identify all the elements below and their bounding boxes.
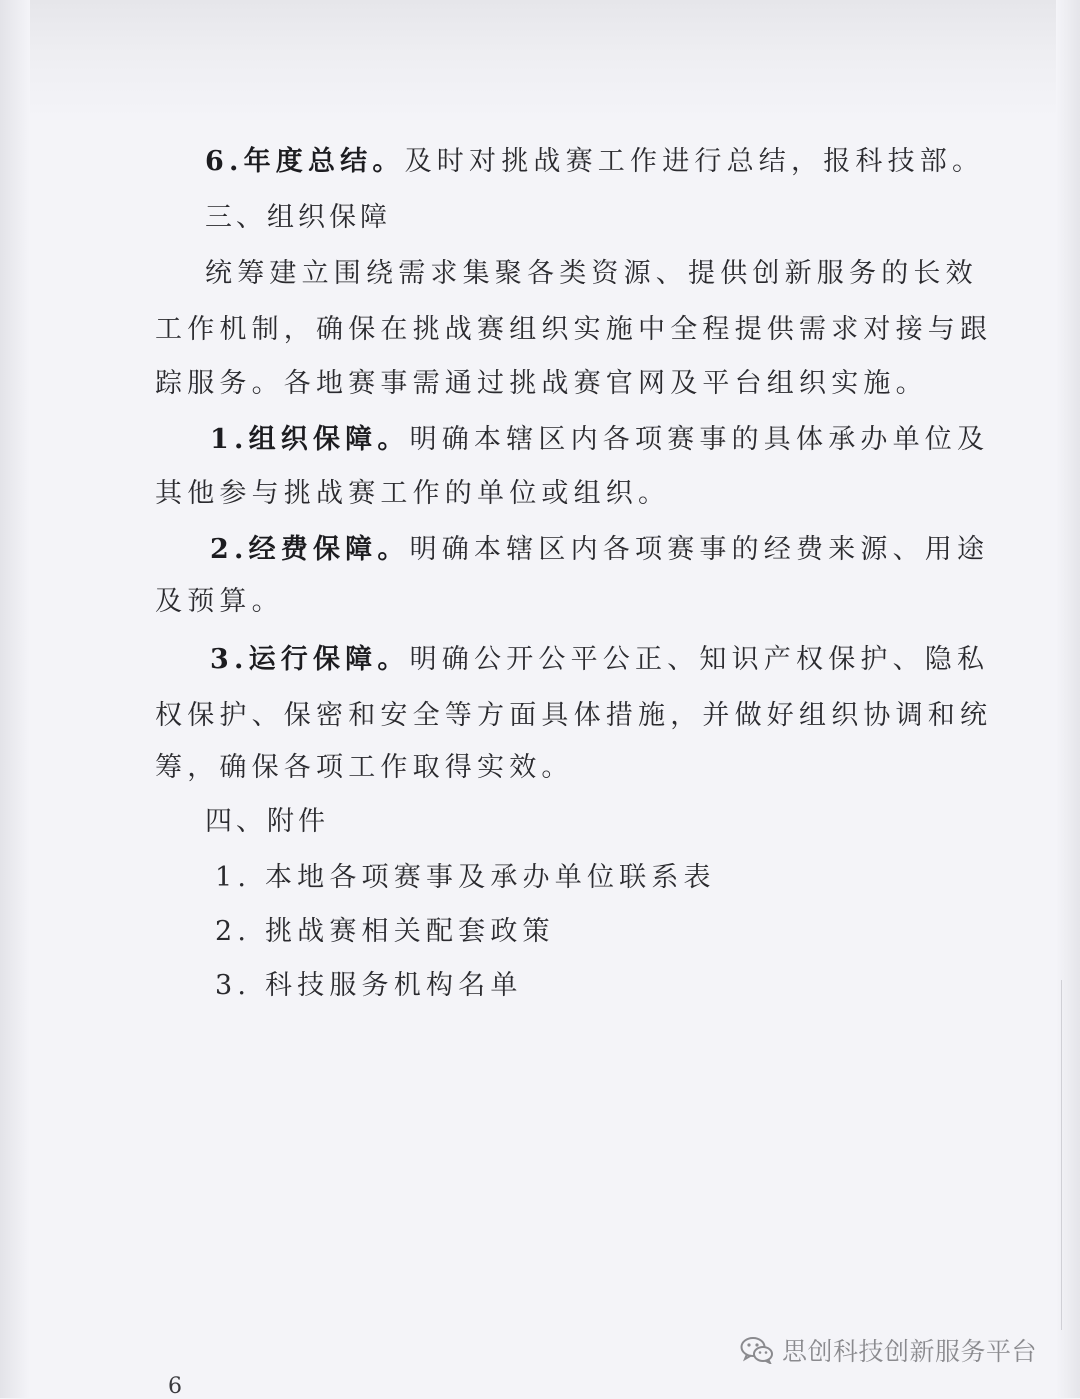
section-heading-organization: 三、组织保障	[205, 202, 391, 233]
body-line: 筹，确保各项工作取得实效。	[155, 752, 574, 783]
attachment-item: 1. 本地各项赛事及承办单位联系表	[215, 862, 716, 893]
body-line: 踪服务。各地赛事需通过挑战赛官网及平台组织实施。	[155, 368, 928, 399]
body-line: 工作机制，确保在挑战赛组织实施中全程提供需求对接与跟	[155, 314, 993, 345]
item-text: 明确本辖区内各项赛事的具体承办单位及	[409, 424, 990, 455]
item-label: 1.组织保障。	[210, 424, 410, 455]
scan-shadow-right	[1056, 0, 1080, 1398]
body-line: 及预算。	[155, 586, 284, 617]
paragraph-funding-guarantee	[210, 532, 989, 568]
watermark	[740, 1330, 1037, 1370]
paragraph-operation-guarantee	[210, 642, 989, 678]
page-number: 6	[168, 1374, 182, 1399]
section-heading-attachments: 四、附件	[205, 806, 329, 837]
paragraph-annual-summary	[205, 144, 984, 180]
item-label: 3.运行保障。	[210, 644, 410, 675]
item-text: 明确本辖区内各项赛事的经费来源、用途	[409, 534, 990, 565]
item-label: 2.经费保障。	[210, 534, 410, 565]
item-text: 及时对挑战赛工作进行总结，报科技部。	[404, 146, 985, 177]
wechat-icon	[740, 1336, 774, 1364]
attachment-item: 3. 科技服务机构名单	[215, 970, 523, 1001]
attachment-item: 2. 挑战赛相关配套政策	[215, 916, 555, 947]
item-text: 明确公开公平公正、知识产权保护、隐私	[409, 644, 990, 675]
scan-shadow-left	[0, 0, 30, 1398]
paragraph-organization-guarantee	[210, 422, 989, 458]
page-fold-line	[1061, 980, 1062, 1330]
body-line: 权保护、保密和安全等方面具体措施，并做好组织协调和统	[155, 700, 993, 731]
body-line: 其他参与挑战赛工作的单位或组织。	[155, 478, 671, 509]
body-line: 统筹建立围绕需求集聚各类资源、提供创新服务的长效	[205, 258, 978, 289]
item-label: 6.年度总结。	[205, 146, 405, 177]
scan-shadow-top	[0, 0, 1080, 120]
watermark-text: 思创科技创新服务平台	[782, 1337, 1038, 1366]
